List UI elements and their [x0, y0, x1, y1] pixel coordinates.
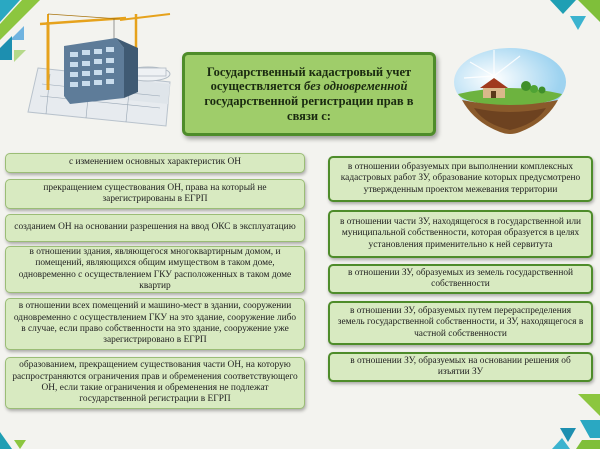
building-blueprint-crane-illustration [20, 4, 180, 134]
left-item-4-text: в отношении здания, являющегося многоквартирным домом, и помещений, являющихся общим имуществом в таком доме, одновременно с осуществлением ГКУ расположенных в таком доме квартир [18, 246, 292, 291]
title-suffix: государственной регистрации прав в связи с: [204, 94, 414, 123]
island-house-landscape-illustration [450, 42, 570, 137]
left-item-4 [5, 246, 305, 293]
bottom-left-corner-decoration [0, 424, 50, 449]
title-prefix: Государственный кадастровый учет осуществляется [206, 64, 412, 94]
left-item-5-text: в отношении всех помещений и машино-мест в здании, сооружении одновременно с осуществлением ГКУ на это здание, сооружение либо в случае, если право собственности на это здание, сооружение уже зарегистрировано в ЕГРП [13, 301, 297, 346]
title-box [182, 52, 436, 136]
top-right-corner-decoration [520, 0, 600, 40]
left-item-1-text: с изменением основных характеристик ОН [68, 157, 242, 168]
left-item-6 [5, 357, 305, 409]
right-item-5-text: в отношении ЗУ, образуемых на основании решения об изъятии ЗУ [350, 355, 571, 377]
right-item-3-text: в отношении ЗУ, образуемых из земель государственной собственности [347, 267, 574, 289]
right-item-4-text: в отношении ЗУ, образуемых путем перераспределения земель государственной собственности, и ЗУ, находящегося в частной собственности [337, 305, 584, 339]
right-item-3 [328, 264, 593, 294]
right-item-4 [328, 301, 593, 345]
right-item-1 [328, 156, 593, 202]
right-item-5 [328, 352, 593, 382]
bottom-right-corner-decoration [540, 394, 600, 449]
left-item-5 [5, 298, 305, 350]
title-text [191, 65, 427, 124]
title-emphasis: без одновременной [304, 79, 408, 94]
left-item-1 [5, 153, 305, 173]
right-item-2 [328, 210, 593, 258]
left-item-2 [5, 179, 305, 209]
left-item-3 [5, 214, 305, 242]
left-item-3-text: созданием ОН на основании разрешения на ввод ОКС в эксплуатацию [14, 222, 296, 233]
left-item-6-text: образованием, прекращением существования части ОН, на которую распространяются ограничения прав и обременения соответствующего ОН, если такие ограничения и обременения не подлежат государственной регистрации в ЕГРП [12, 360, 298, 405]
right-item-1-text: в отношении образуемых при выполнении комплексных кадастровых работ ЗУ, образование которых предусмотрено утвержденным проектом межевания территории [340, 161, 581, 195]
right-item-2-text: в отношении части ЗУ, находящегося в государственной или муниципальной собственности, которая образуется в целях установления применительно к ней сервитута [339, 216, 582, 250]
left-item-2-text: прекращением существования ОН, права на который не зарегистрированы в ЕГРП [43, 182, 267, 204]
